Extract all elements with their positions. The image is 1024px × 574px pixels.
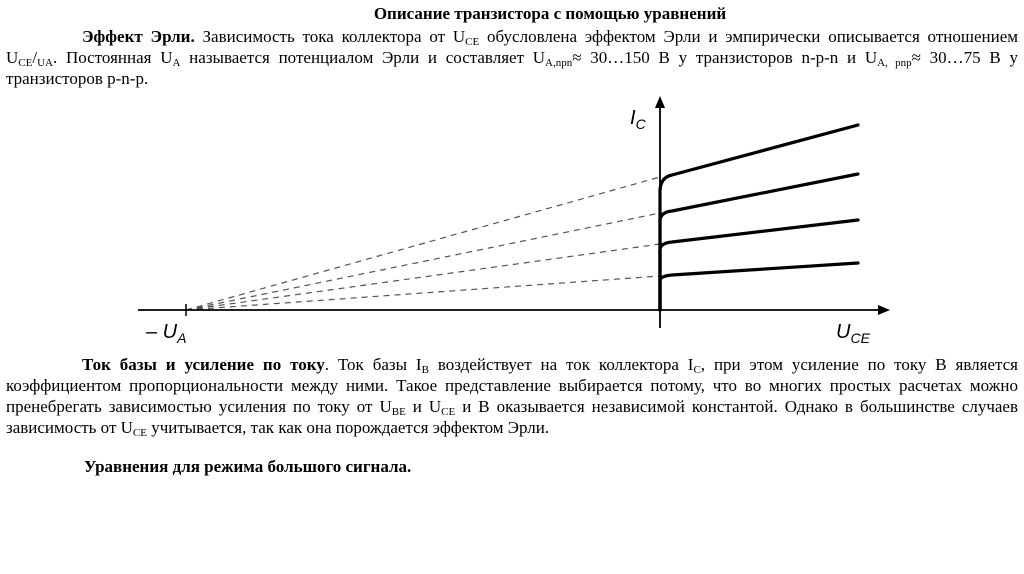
text-run: / — [32, 48, 38, 67]
text-run: . Ток базы I — [324, 355, 422, 374]
extrapolation-line-1 — [186, 177, 660, 310]
extrapolation-line-4 — [186, 276, 660, 310]
text-run: ≈ 30…150 В у транзисторов n-p-n и U — [572, 48, 878, 67]
text-run: воздействует на ток коллектора I — [428, 355, 694, 374]
text-run: и B оказывается независимой константой. Однако в большинстве случаев зависимость от U — [6, 397, 1019, 437]
characteristic-curves — [660, 125, 858, 310]
text-run: обусловлена эффектом Эрли и эмпирически описывается отношением U — [6, 27, 1018, 67]
text-run: и U — [405, 397, 442, 416]
subscript: CE — [441, 406, 456, 418]
extrapolation-line-3 — [186, 244, 660, 310]
subscript: UA — [37, 57, 53, 69]
subscript: CE — [465, 36, 480, 48]
x-axis-label: $U_{CE}$ — [836, 321, 870, 346]
subscript: A, pnp — [877, 57, 912, 69]
y-axis-label: $I_C$ — [630, 107, 646, 132]
text-run: Зависимость тока коллектора от U — [194, 27, 466, 46]
text-run: . Постоянная U — [52, 48, 173, 67]
extrapolation-lines — [186, 177, 660, 310]
characteristic-curve-1 — [660, 125, 858, 310]
early-effect-diagram — [130, 92, 900, 348]
text-run: , при этом усиление по току B является коэффициентом пропорциональности между ними. Такое представление выбирается потому, что во многих простых расчетах можно пренебрегать зависимостью усиления по току от U — [6, 355, 1019, 416]
subscript: C — [693, 364, 701, 376]
text-run: учитывается, так как она порождается эффектом Эрли. — [146, 418, 550, 437]
subscript: A,npn — [545, 57, 573, 69]
text-run: называется потенциалом Эрли и составляет U — [180, 48, 546, 67]
characteristic-curve-2 — [660, 174, 858, 310]
slide-title: Описание транзистора с помощью уравнений — [373, 4, 727, 23]
diagram-svg — [130, 92, 900, 348]
subscript: A — [172, 57, 181, 69]
text-run: ≈ 30…75 В у транзисторов p-n-p. — [6, 48, 1018, 88]
subscript: BE — [391, 406, 406, 418]
base-current-heading: Ток базы и усиление по току — [82, 355, 325, 374]
subscript: CE — [132, 427, 147, 439]
large-signal-heading: Уравнения для режима большого сигнала. — [84, 457, 412, 476]
x-axis-arrow-icon — [878, 305, 890, 315]
extrapolation-line-2 — [186, 213, 660, 310]
early-effect-paragraph — [6, 26, 1018, 89]
subscript: CE — [18, 57, 33, 69]
subscript: B — [421, 364, 429, 376]
early-effect-heading: Эффект Эрли. — [82, 27, 195, 46]
y-axis-arrow-icon — [655, 96, 665, 108]
early-voltage-label: – $U_A$ — [146, 321, 187, 346]
base-current-paragraph — [6, 354, 1018, 438]
characteristic-curve-4 — [660, 263, 858, 310]
